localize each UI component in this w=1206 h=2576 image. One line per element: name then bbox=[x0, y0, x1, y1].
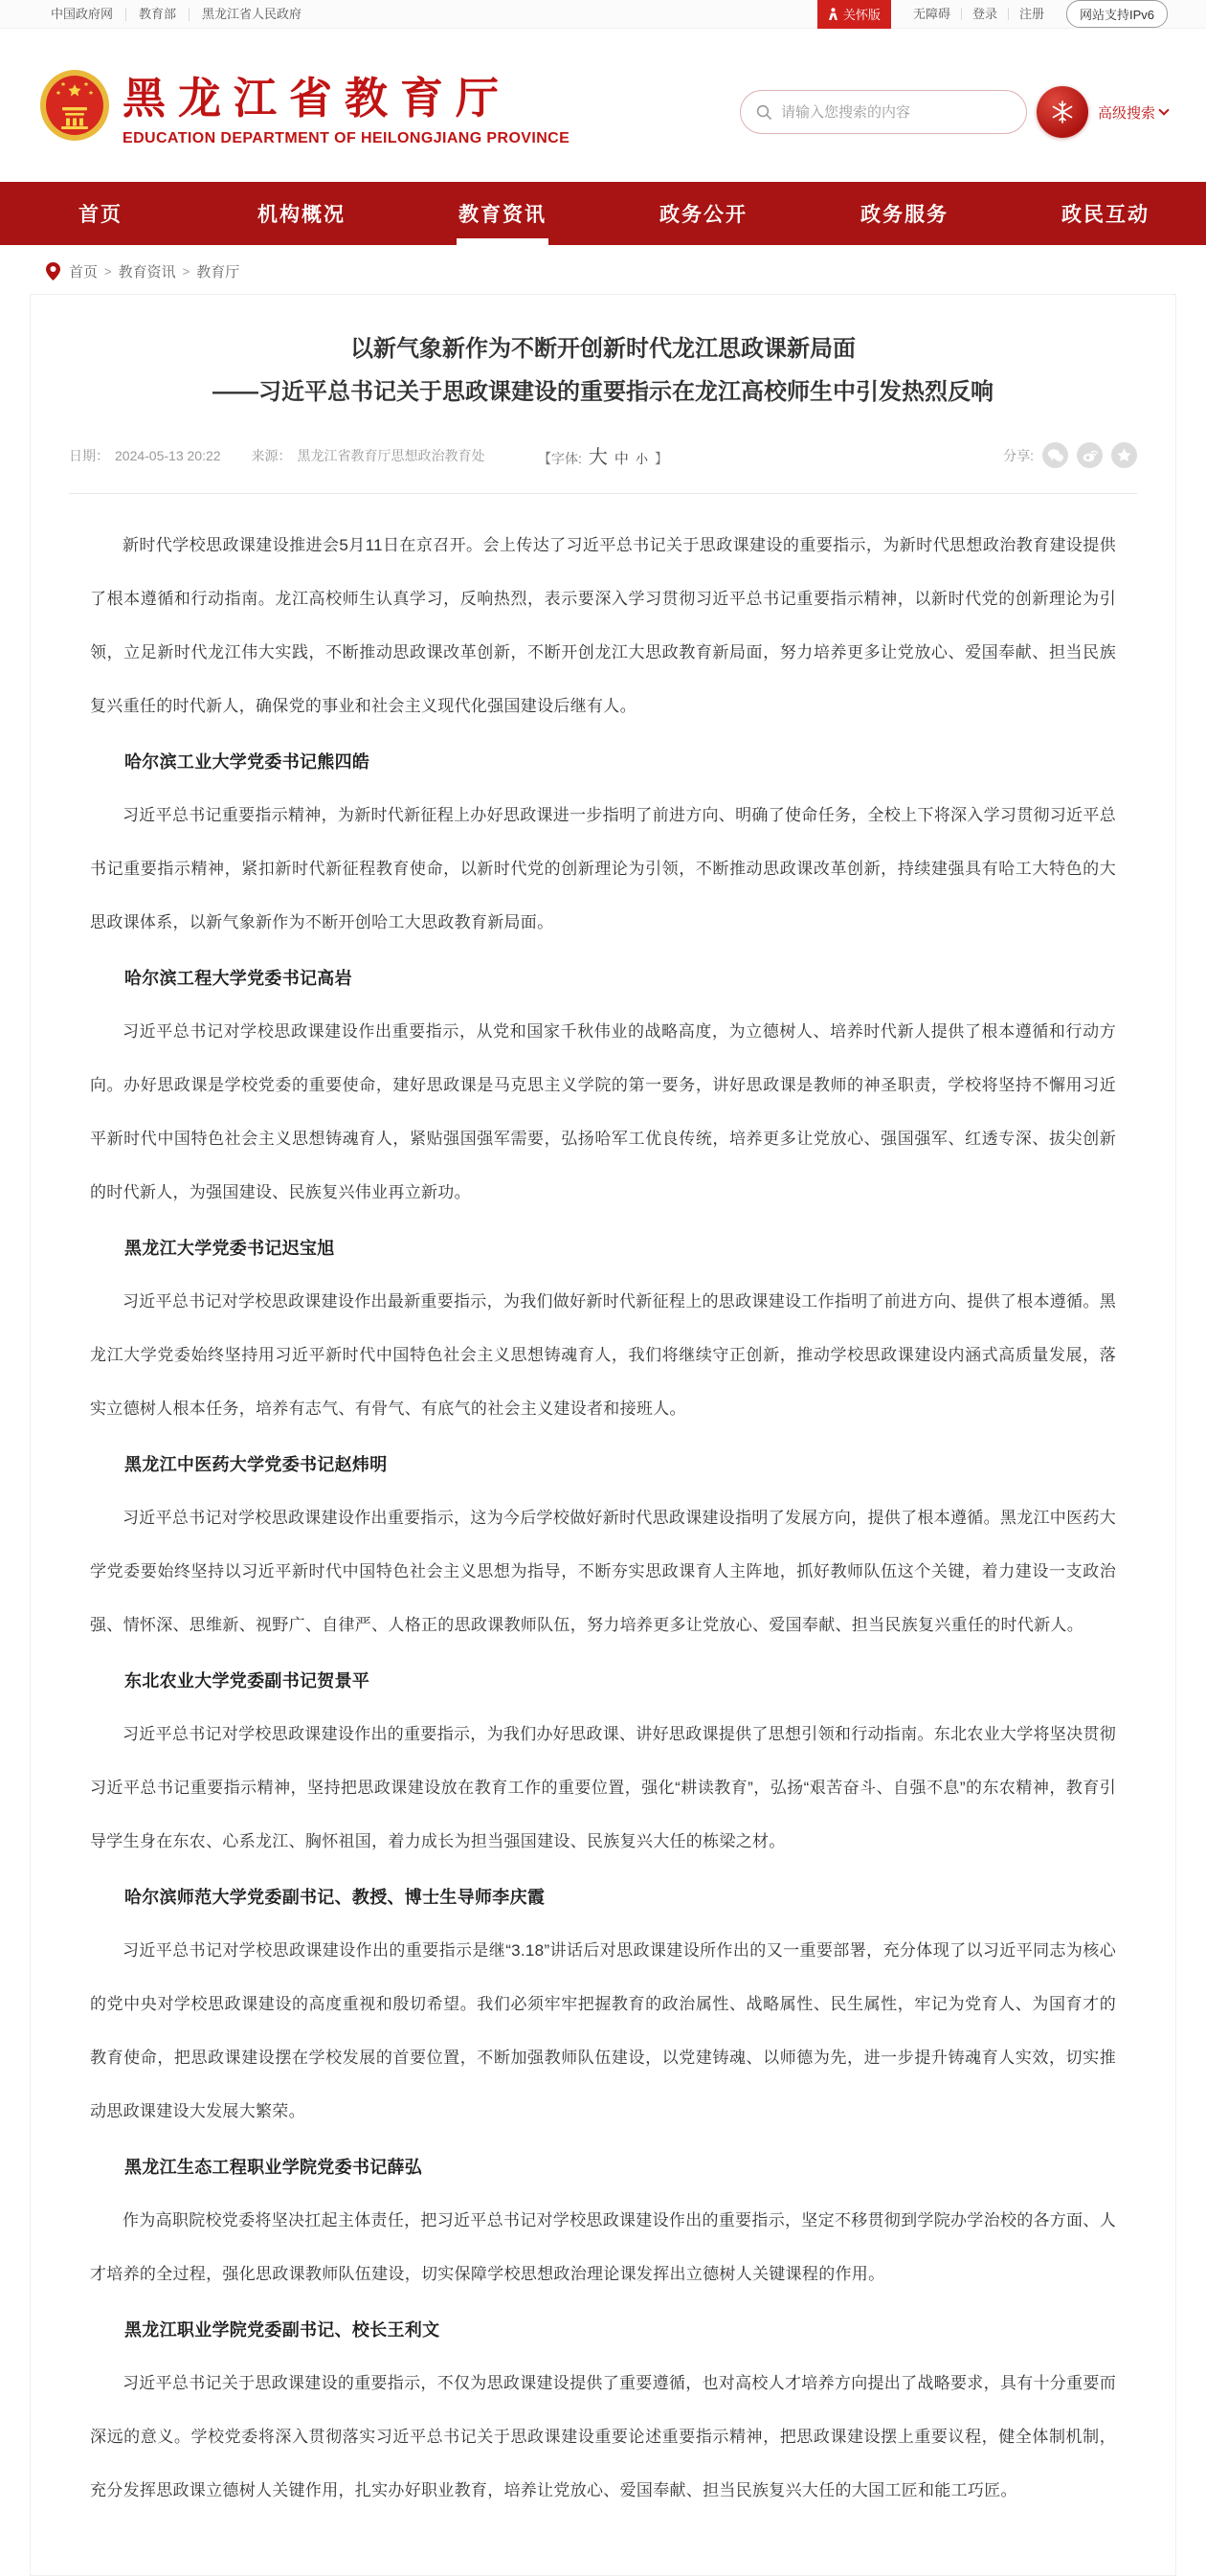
location-pin-icon bbox=[46, 262, 60, 280]
article-paragraph: 哈尔滨师范大学党委副书记、教授、博士生导师李庆霞 bbox=[124, 1888, 546, 1907]
article-paragraph: 习近平总书记对学校思政课建设作出重要指示，这为今后学校做好新时代思政课建设指明了发展方向，提供了根本遵循。黑龙江中医药大学党委要始终坚持以习近平新时代中国特色社会主义思想为指导，不断夯实思政课育人主阵地，抓好教师队伍这个关键，着力建设一支政治强、情怀深、思维新、视野广、自律严、人格正的思政课教师队伍，努力培养更多让党放心、爱国奉献、担当民族复兴重任的时代新人。 bbox=[90, 1509, 1116, 1634]
article-paragraph: 黑龙江生态工程职业学院党委书记薛弘 bbox=[124, 2158, 423, 2177]
font-control-open: 【字体: bbox=[538, 451, 582, 466]
nav-item[interactable]: 政务公开 bbox=[659, 204, 748, 226]
search-box bbox=[740, 90, 1027, 134]
breadcrumb-items bbox=[69, 261, 253, 281]
breadcrumb bbox=[38, 245, 1168, 294]
font-size-small[interactable]: 小 bbox=[635, 452, 648, 466]
article-paragraph: 黑龙江中医药大学党委书记赵炜明 bbox=[124, 1455, 388, 1474]
article-paragraph: 习近平总书记关于思政课建设的重要指示，不仅为思政课建设提供了重要遵循，也对高校人才培养方向提出了战略要求，具有十分重要而深远的意义。学校党委将深入贯彻落实习近平总书记关于思政课建设重要论述重要指示精神，把思政课建设摆上重要议程，健全体制机制，充分发挥思政课立德树人关键作用，扎实办好职业教育，培养让党放心、爱国奉献、担当民族复兴大任的大国工匠和能工巧匠。 bbox=[90, 2374, 1116, 2499]
font-size-large[interactable]: 大 bbox=[588, 447, 608, 468]
ipv6-badge[interactable]: 网站支持IPv6 bbox=[1066, 0, 1168, 28]
article-paragraph: 黑龙江职业学院党委副书记、校长王利文 bbox=[124, 2320, 440, 2340]
font-size-medium[interactable]: 中 bbox=[614, 451, 629, 467]
font-size-control bbox=[538, 441, 668, 469]
date-label: 日期： bbox=[69, 447, 109, 463]
article-paragraph: 哈尔滨工业大学党委书记熊四皓 bbox=[124, 752, 370, 772]
topbar bbox=[0, 0, 1206, 29]
article-container bbox=[30, 294, 1176, 2576]
share-label: 分享: bbox=[1003, 447, 1034, 463]
nav-item[interactable]: 政务服务 bbox=[860, 204, 949, 226]
topbar-link[interactable]: 登录 bbox=[961, 8, 1008, 20]
article-title-line1: 以新气象新作为不断开创新时代龙江思政课新局面 bbox=[350, 336, 856, 362]
topbar-link[interactable]: 无障碍 bbox=[912, 7, 950, 21]
care-mode-button[interactable] bbox=[817, 0, 891, 29]
breadcrumb-link[interactable]: 教育厅 bbox=[196, 264, 240, 280]
breadcrumb-link[interactable]: 教育资讯 bbox=[118, 264, 176, 280]
search-input[interactable] bbox=[781, 104, 1011, 121]
article-paragraph: 哈尔滨工程大学党委书记高岩 bbox=[124, 969, 352, 988]
site-header bbox=[38, 29, 1168, 182]
national-emblem-logo bbox=[38, 69, 111, 142]
topbar-gov-links bbox=[38, 8, 314, 21]
article-body bbox=[69, 494, 1137, 2518]
topbar-account-links bbox=[903, 8, 1055, 20]
search-submit-button[interactable] bbox=[1037, 86, 1088, 138]
article-paragraph: 作为高职院校党委将坚决扛起主体责任，把习近平总书记对学校思政课建设作出的重要指示，坚定不移贯彻到学院办学治校的各方面、人才培养的全过程，强化思政课教师队伍建设，切实保障学校思想政治理论课发挥出立德树人关键课程的作用。 bbox=[90, 2211, 1116, 2283]
article-meta bbox=[69, 442, 1137, 494]
qzone-share-icon[interactable] bbox=[1111, 442, 1137, 468]
breadcrumb-separator: > bbox=[104, 264, 112, 279]
site-title: 黑龙江省教育厅 bbox=[123, 74, 512, 123]
date-value: 2024-05-13 20:22 bbox=[115, 447, 221, 463]
article-paragraph: 习近平总书记对学校思政课建设作出最新重要指示，为我们做好新时代新征程上的思政课建设工作指明了前进方向、提供了根本遵循。黑龙江大学党委始终坚持用习近平新时代中国特色社会主义思想铸魂育人，我们将继续守正创新，推动学校思政课建设内涵式高质量发展，落实立德树人根本任务，培养有志气、有骨气、有底气的社会主义建设者和接班人。 bbox=[90, 1292, 1116, 1418]
weibo-share-icon[interactable] bbox=[1077, 442, 1103, 468]
source-label: 来源： bbox=[251, 447, 292, 463]
article-paragraph: 习近平总书记对学校思政课建设作出重要指示，从党和国家千秋伟业的战略高度，为立德树人、培养时代新人提供了根本遵循和行动方向。办好思政课是学校党委的重要使命，建好思政课是马克思主义学院的第一要务，讲好思政课是教师的神圣职责，学校将坚持不懈用习近平新时代中国特色社会主义思想铸魂育人，紧贴强国强军需要，弘扬哈军工优良传统，培养更多让党放心、强国强军、红透专深、拔尖创新的时代新人，为强国建设、民族复兴伟业再立新功。 bbox=[90, 1022, 1116, 1201]
article-title-line2: ——习近平总书记关于思政课建设的重要指示在龙江高校师生中引发热烈反响 bbox=[212, 379, 994, 405]
article-paragraph: 黑龙江大学党委书记迟宝旭 bbox=[124, 1239, 335, 1258]
advanced-search-link[interactable] bbox=[1098, 102, 1168, 123]
font-control-close: 】 bbox=[654, 451, 668, 466]
topbar-link[interactable]: 黑龙江省人民政府 bbox=[189, 8, 314, 21]
source-value: 黑龙江省教育厅思想政治教育处 bbox=[297, 447, 485, 463]
topbar-link[interactable]: 教育部 bbox=[125, 8, 189, 21]
care-mode-label: 关怀版 bbox=[842, 8, 881, 22]
chevron-down-icon bbox=[1158, 104, 1169, 115]
topbar-link[interactable]: 中国政府网 bbox=[51, 6, 114, 21]
search-icon bbox=[756, 104, 772, 121]
snowflake-icon bbox=[1050, 100, 1075, 124]
breadcrumb-link[interactable]: 首页 bbox=[69, 264, 99, 280]
nav-item[interactable]: 政民互动 bbox=[1061, 204, 1150, 226]
advanced-search-label: 高级搜索 bbox=[1097, 104, 1155, 122]
article-paragraph: 习近平总书记对学校思政课建设作出的重要指示是继“3.18”讲话后对思政课建设所作出的又一重要部署，充分体现了以习近平同志为核心的党中央对学校思政课建设的高度重视和殷切希望。我们必须牢牢把握教育的政治属性、战略属性、民生属性，牢记为党育人、为国育才的教育使命，把思政课建设摆在学校发展的首要位置，不断加强教师队伍建设，以党建铸魂、以师德为先，进一步提升铸魂育人实效，切实推动思政课建设大发展大繁荣。 bbox=[90, 1941, 1116, 2120]
site-subtitle-en: EDUCATION DEPARTMENT OF HEILONGJIANG PROVINCE bbox=[123, 130, 570, 146]
article-paragraph: 习近平总书记对学校思政课建设作出的重要指示，为我们办好思政课、讲好思政课提供了思想引领和行动指南。东北农业大学将坚决贯彻习近平总书记重要指示精神，坚持把思政课建设放在教育工作的重要位置，强化“耕读教育”，弘扬“艰苦奋斗、自强不息”的东农精神，教育引导学生身在东农、心系龙江、胸怀祖国，着力成长为担当强国建设、民族复兴大任的栋梁之材。 bbox=[90, 1725, 1116, 1850]
wechat-share-icon[interactable] bbox=[1042, 442, 1068, 468]
article-paragraph: 习近平总书记重要指示精神，为新时代新征程上办好思政课进一步指明了前进方向、明确了使命任务，全校上下将深入学习贯彻习近平总书记重要指示精神，紧扣新时代新征程教育使命，以新时代党的创新理论为引领，不断推动思政课改革创新，持续建强具有哈工大特色的大思政课体系，以新气象新作为不断开创哈工大思政教育新局面。 bbox=[90, 806, 1116, 931]
breadcrumb-separator: > bbox=[182, 264, 190, 279]
search-area bbox=[740, 86, 1168, 138]
topbar-link[interactable]: 注册 bbox=[1008, 8, 1055, 20]
person-icon bbox=[828, 8, 838, 20]
nav-item[interactable]: 教育资讯 bbox=[402, 182, 603, 245]
nav-item[interactable]: 机构概况 bbox=[257, 204, 346, 226]
nav-item[interactable]: 首页 bbox=[78, 204, 123, 226]
article-paragraph: 新时代学校思政课建设推进会5月11日在京召开。会上传达了习近平总书记关于思政课建设的重要指示，为新时代思想政治教育建设提供了根本遵循和行动指南。龙江高校师生认真学习，反响热烈，表示要深入学习贯彻习近平总书记重要指示精神，以新时代党的创新理论为引领，立足新时代龙江伟大实践，不断推动思政课改革创新，不断开创龙江大思政教育新局面，努力培养更多让党放心、爱国奉献、担当民族复兴重任的时代新人，确保党的事业和社会主义现代化强国建设后继有人。 bbox=[90, 536, 1116, 715]
main-nav bbox=[0, 182, 1206, 245]
site-brand[interactable] bbox=[38, 63, 570, 147]
article-paragraph: 东北农业大学党委副书记贺景平 bbox=[124, 1671, 370, 1691]
article-title bbox=[69, 327, 1137, 414]
